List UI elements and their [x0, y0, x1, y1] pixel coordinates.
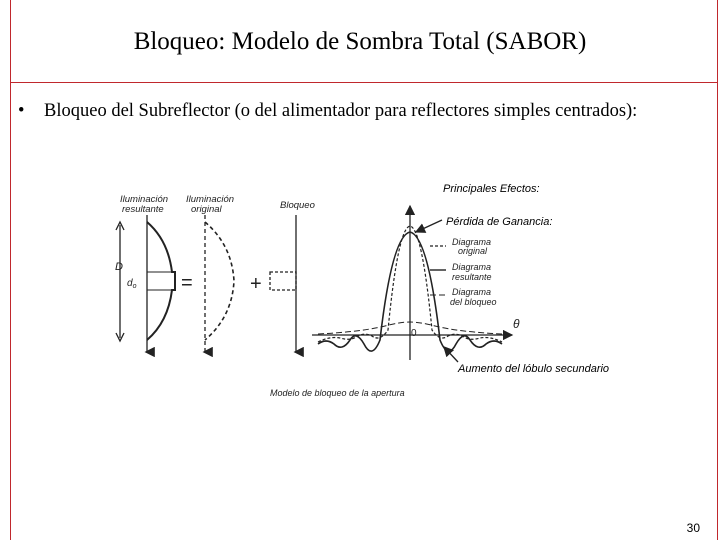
- aperture-caption: Modelo de bloqueo de la apertura: [270, 388, 405, 398]
- bullet-dot: •: [18, 101, 25, 121]
- original-curve: [205, 222, 234, 340]
- resultant-curve: [147, 222, 175, 340]
- plus-sign: +: [250, 273, 262, 295]
- legend-result-1: Diagrama: [452, 262, 492, 272]
- theta-label: θ: [513, 317, 520, 331]
- page-number: 30: [686, 521, 700, 535]
- d-label: D: [115, 261, 123, 273]
- slide-title: Bloqueo: Modelo de Sombra Total (SABOR): [133, 28, 587, 55]
- equals-sign: =: [181, 272, 193, 294]
- gain-loss-label: Pérdida de Ganancia:: [446, 216, 553, 228]
- gain-loss-arrow: [416, 220, 442, 232]
- sidelobe-label: Aumento del lóbulo secundario: [458, 363, 610, 375]
- legend-result-2: resultante: [452, 272, 492, 282]
- origin-label: 0: [411, 328, 417, 339]
- legend-block-2: del bloqueo: [450, 297, 497, 307]
- original-label-1: Iluminación: [186, 194, 235, 205]
- resultant-label-1: Iluminación: [120, 194, 169, 205]
- aperture-model: [116, 215, 296, 352]
- resultant-label-2: resultante: [122, 204, 164, 215]
- blockage-pulse: [270, 272, 296, 290]
- sidelobe-arrow: [444, 347, 458, 362]
- effects-label: Principales Efectos:: [443, 183, 540, 195]
- legend-original-2: original: [458, 246, 488, 256]
- bullet-text: Bloqueo del Subreflector (o del alimentador para reflectores simples centrados):: [44, 101, 638, 121]
- blockage-label: Bloqueo: [280, 200, 315, 211]
- original-label-2: original: [191, 204, 222, 215]
- legend-block-1: Diagrama: [452, 287, 492, 297]
- legend-original-1: Diagrama: [452, 237, 492, 247]
- d-sub-label: $d_o$: [127, 278, 137, 290]
